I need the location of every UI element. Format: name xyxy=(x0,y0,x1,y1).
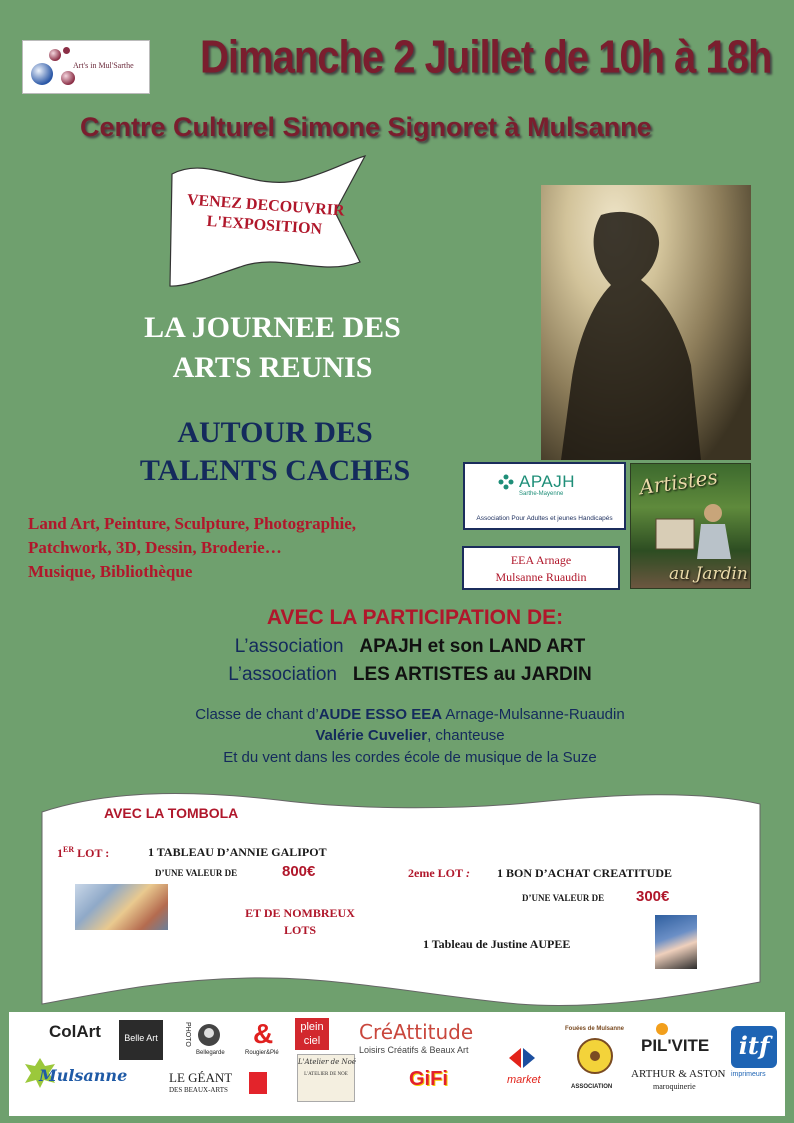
arthur-line1: ARTHUR & ASTON xyxy=(631,1068,726,1080)
sponsor-fouees xyxy=(565,1026,625,1106)
sponsor-geant-beaux-arts xyxy=(169,1068,269,1098)
lot2-colon: : xyxy=(463,866,470,880)
pleinciel-line1: plein xyxy=(300,1021,324,1033)
chant-bold: AUDE ESSO EEA xyxy=(318,706,443,723)
music-school-line: Et du vent dans les cordes école de musique de la Suze xyxy=(223,749,597,766)
rougier-text: Rougier&Plé xyxy=(245,1050,279,1056)
sponsor-arthur-aston xyxy=(631,1068,731,1098)
creatitude-name: CréAttitude xyxy=(359,1020,474,1044)
aupee-painting-image xyxy=(655,915,697,969)
sponsors-bar xyxy=(9,1012,785,1116)
fouees-association: ASSOCIATION xyxy=(571,1084,613,1090)
participation-apajh-bold: APAJH et son LAND ART xyxy=(359,636,586,657)
logo-red-sphere-icon xyxy=(61,71,75,85)
sponsor-mulsanne xyxy=(21,1054,128,1096)
tombola-title: AVEC LA TOMBOLA xyxy=(104,805,239,821)
shadow-photo xyxy=(541,185,751,460)
singer-name: Valérie Cuvelier xyxy=(315,727,428,744)
pilvite-text: PIL'VITE xyxy=(641,1036,710,1055)
painter-figure-icon xyxy=(651,499,741,569)
fouees-name: Fouées de Mulsanne xyxy=(565,1026,625,1032)
singer-suffix: , chanteuse xyxy=(427,727,505,744)
shadow-silhouette-icon xyxy=(541,185,751,460)
geant-line2: DES BEAUX-ARTS xyxy=(169,1086,228,1094)
sponsor-atelier-noe xyxy=(297,1054,355,1102)
sponsor-itf xyxy=(731,1026,777,1084)
disciplines-line2: Patchwork, 3D, Dessin, Broderie… xyxy=(28,538,282,557)
creatitude-sub: Loisirs Créatifs & Beaux Art xyxy=(359,1045,469,1055)
atelier-title: L'Atelier de Noé xyxy=(298,1058,356,1066)
banner-line2: L'EXPOSITION xyxy=(206,212,323,238)
participation-jardin-bold: LES ARTISTES au JARDIN xyxy=(352,664,592,685)
eea-box xyxy=(462,546,620,590)
arthur-line2: maroquinerie xyxy=(653,1082,696,1091)
participation-apajh-prefix: L’association xyxy=(234,636,344,657)
lot2-label xyxy=(408,866,470,881)
sponsor-carrefour-market xyxy=(499,1046,549,1096)
eea-line1: EEA Arnage xyxy=(510,553,572,567)
jardin-title-line1: Artistes xyxy=(637,464,720,500)
atelier-sub: L'ATELIER DE NOE xyxy=(304,1072,348,1077)
journee-title-line2: ARTS REUNIS xyxy=(172,351,373,384)
more-lots-line2: LOTS xyxy=(283,923,316,937)
lot1-sup: ER xyxy=(63,845,75,854)
lot2-description: 1 BON D’ACHAT CREATITUDE xyxy=(497,866,673,880)
logo-dot-icon xyxy=(63,47,70,54)
participation-jardin-prefix: L’association xyxy=(228,664,337,685)
participation-title: AVEC LA PARTICIPATION DE: xyxy=(266,606,564,629)
lot1-label xyxy=(57,845,109,861)
sponsor-photo xyxy=(184,1022,239,1058)
lot1-value: 800€ xyxy=(282,863,316,880)
disciplines-list xyxy=(28,512,458,584)
journee-title-line1: LA JOURNEE DES xyxy=(144,311,401,344)
talents-title-line1: AUTOUR DES xyxy=(177,416,373,449)
singer-line xyxy=(110,727,710,744)
gifi-text: GiFi xyxy=(409,1068,448,1090)
mulsanne-text: Mulsanne xyxy=(39,1066,128,1085)
sponsor-creatitude xyxy=(359,1020,494,1060)
itf-text: itf xyxy=(731,1026,777,1068)
apajh-tagline: Association Pour Adultes et jeunes Handicapés xyxy=(476,515,613,522)
geant-red-box-icon xyxy=(249,1072,267,1094)
chant-prefix: Classe de chant d’ xyxy=(195,706,319,723)
galipot-painting-image xyxy=(75,884,168,930)
artistes-au-jardin-image xyxy=(630,463,751,589)
eea-line2: Mulsanne Ruaudin xyxy=(495,570,587,584)
logo-text: Art's in Mul'Sarthe xyxy=(73,61,134,70)
rougier-ampersand-icon: & xyxy=(253,1018,274,1049)
geant-line1: LE GÉANT xyxy=(169,1070,233,1085)
lot2-value-label: D’UNE VALEUR DE xyxy=(522,893,605,903)
photo-face-icon xyxy=(196,1022,222,1048)
lot2-value: 300€ xyxy=(636,888,670,905)
lot1-suffix: LOT : xyxy=(74,846,110,860)
lot2-label-text: 2eme LOT xyxy=(408,866,463,880)
participation-jardin xyxy=(150,664,670,686)
logo-red-sphere-icon xyxy=(49,49,61,61)
pilvite-sun-icon xyxy=(655,1022,669,1036)
sponsor-belle-art: Belle Art xyxy=(119,1020,163,1060)
arts-in-mulsarthe-logo xyxy=(22,40,150,94)
pleinciel-line2: ciel xyxy=(303,1035,321,1047)
sponsor-pilvite xyxy=(639,1022,719,1062)
sponsor-plein-ciel xyxy=(295,1018,329,1050)
chant-class-line xyxy=(110,706,710,723)
photo-label: PHOTO xyxy=(184,1022,191,1047)
itf-sub: imprimeurs xyxy=(731,1071,766,1078)
jardin-title-line2: au Jardin xyxy=(669,564,748,584)
talents-title xyxy=(90,414,460,490)
apajh-logo xyxy=(463,462,626,530)
sponsor-rougier xyxy=(245,1018,285,1058)
event-venue: Centre Culturel Simone Signoret à Mulsanne xyxy=(80,112,652,142)
more-lots-line1: ET DE NOMBREUX xyxy=(245,906,355,920)
sponsor-gifi xyxy=(409,1066,455,1096)
chant-suffix: Arnage-Mulsanne-Ruaudin xyxy=(442,706,625,723)
lot3-description: 1 Tableau de Justine AUPEE xyxy=(423,937,571,951)
lot1-description: 1 TABLEAU D’ANNIE GALIPOT xyxy=(148,845,327,859)
apajh-sub: Sarthe-Mayenne xyxy=(519,491,564,497)
lot1-prefix: 1 xyxy=(57,846,63,860)
participation-apajh xyxy=(150,636,670,658)
talents-title-line2: TALENTS CACHES xyxy=(139,454,411,487)
market-text: market xyxy=(507,1074,541,1086)
apajh-name: APAJH xyxy=(519,472,576,491)
lot1-value-label: D’UNE VALEUR DE xyxy=(155,868,238,878)
photo-name: Bellegarde xyxy=(196,1050,225,1056)
disciplines-line3: Musique, Bibliothèque xyxy=(28,562,193,581)
disciplines-line1: Land Art, Peinture, Sculpture, Photographie, xyxy=(28,514,357,533)
banner-line1: VENEZ DECOUVRIR xyxy=(186,191,346,220)
logo-blue-sphere-icon xyxy=(31,63,53,85)
sponsor-colart: ColArt xyxy=(49,1022,101,1041)
carrefour-icon xyxy=(507,1046,537,1070)
journee-title xyxy=(100,308,445,388)
event-date: Dimanche 2 Juillet de 10h à 18h xyxy=(200,32,772,83)
apajh-flower-icon xyxy=(498,474,514,490)
fouees-clock-icon xyxy=(575,1036,615,1076)
more-lots xyxy=(235,905,365,939)
